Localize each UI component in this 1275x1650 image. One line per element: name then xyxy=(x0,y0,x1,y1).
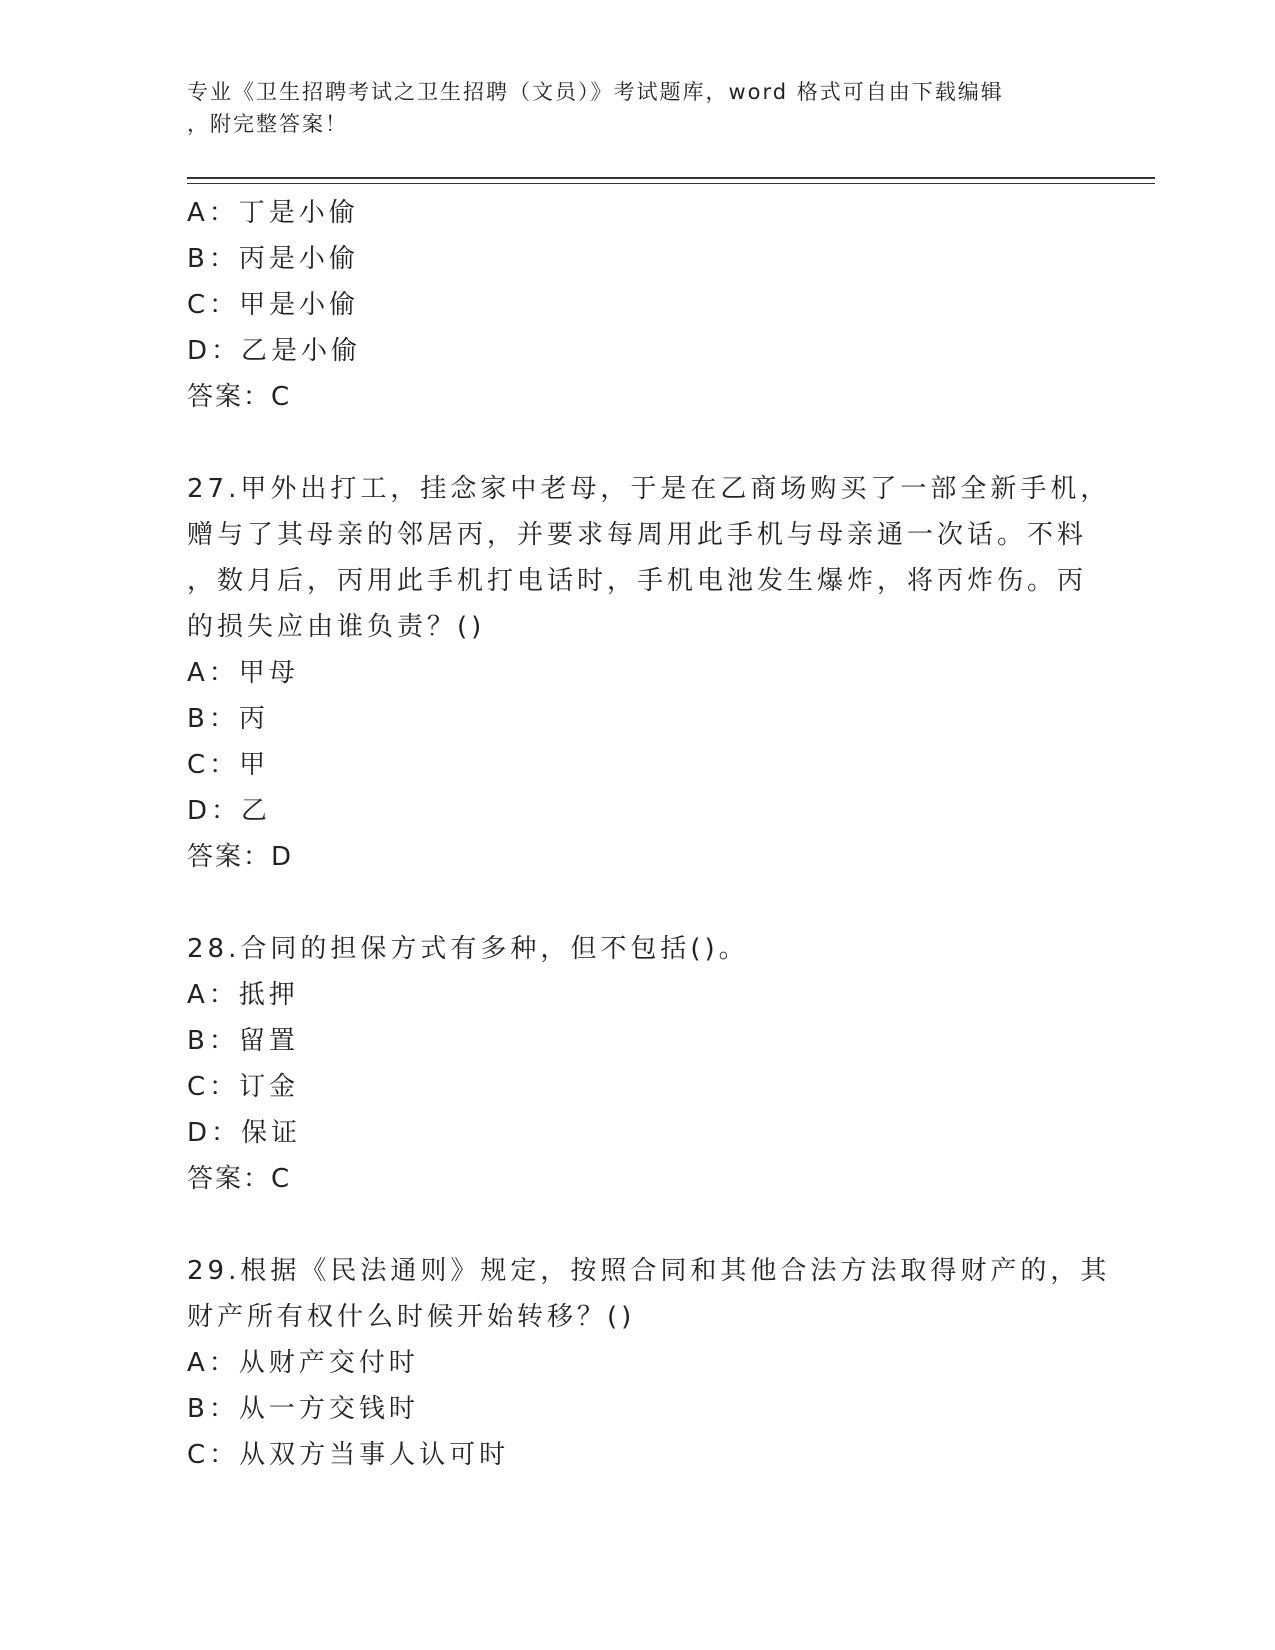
option-a: A：从财产交付时 xyxy=(187,1348,419,1378)
option-c: C：甲是小偷 xyxy=(187,290,360,320)
question-text-line: 29.根据《民法通则》规定，按照合同和其他合法方法取得财产的，其 xyxy=(187,1256,1111,1286)
option-c: C：甲 xyxy=(187,750,270,780)
question-27 xyxy=(187,466,1111,880)
question-28 xyxy=(187,926,1087,1202)
header-line-2: ，附完整答案！ xyxy=(187,112,348,136)
option-a: A：甲母 xyxy=(187,658,299,688)
question-text-line: 27.甲外出打工，挂念家中老母，于是在乙商场购买了一部全新手机， xyxy=(187,474,1111,504)
option-b: B：从一方交钱时 xyxy=(187,1394,419,1424)
question-29 xyxy=(187,1248,1111,1478)
question-text-line: 的损失应由谁负责？() xyxy=(187,612,486,642)
option-c: C：订金 xyxy=(187,1072,300,1102)
question-text-line: 财产所有权什么时候开始转移？() xyxy=(187,1302,636,1332)
question-text-line: 28.合同的担保方式有多种，但不包括()。 xyxy=(187,934,749,964)
option-c: C：从双方当事人认可时 xyxy=(187,1440,510,1470)
option-d: D：乙是小偷 xyxy=(187,336,362,366)
question-text-line: 赠与了其母亲的邻居丙，并要求每周用此手机与母亲通一次话。不料 xyxy=(187,520,1088,550)
option-d: D：保证 xyxy=(187,1118,302,1148)
question-list xyxy=(187,190,1111,1478)
answer-line: 答案：C xyxy=(187,1164,292,1194)
option-a: A：丁是小偷 xyxy=(187,198,359,228)
option-b: B：丙 xyxy=(187,704,269,734)
answer-line: 答案：C xyxy=(187,382,292,412)
answer-line: 答案：D xyxy=(187,842,294,872)
option-b: B：留置 xyxy=(187,1026,299,1056)
option-b: B：丙是小偷 xyxy=(187,244,359,274)
option-d: D：乙 xyxy=(187,796,272,826)
header-line-1: 专业《卫生招聘考试之卫生招聘（文员）》考试题库，word 格式可自由下载编辑 xyxy=(187,80,1004,104)
option-a: A：抵押 xyxy=(187,980,299,1010)
header-rule-thin xyxy=(187,183,1155,184)
page-header xyxy=(187,76,1087,140)
question-text-line: ，数月后，丙用此手机打电话时，手机电池发生爆炸，将丙炸伤。丙 xyxy=(187,566,1088,596)
header-rule-thick xyxy=(187,177,1155,179)
previous-question xyxy=(187,190,1087,420)
